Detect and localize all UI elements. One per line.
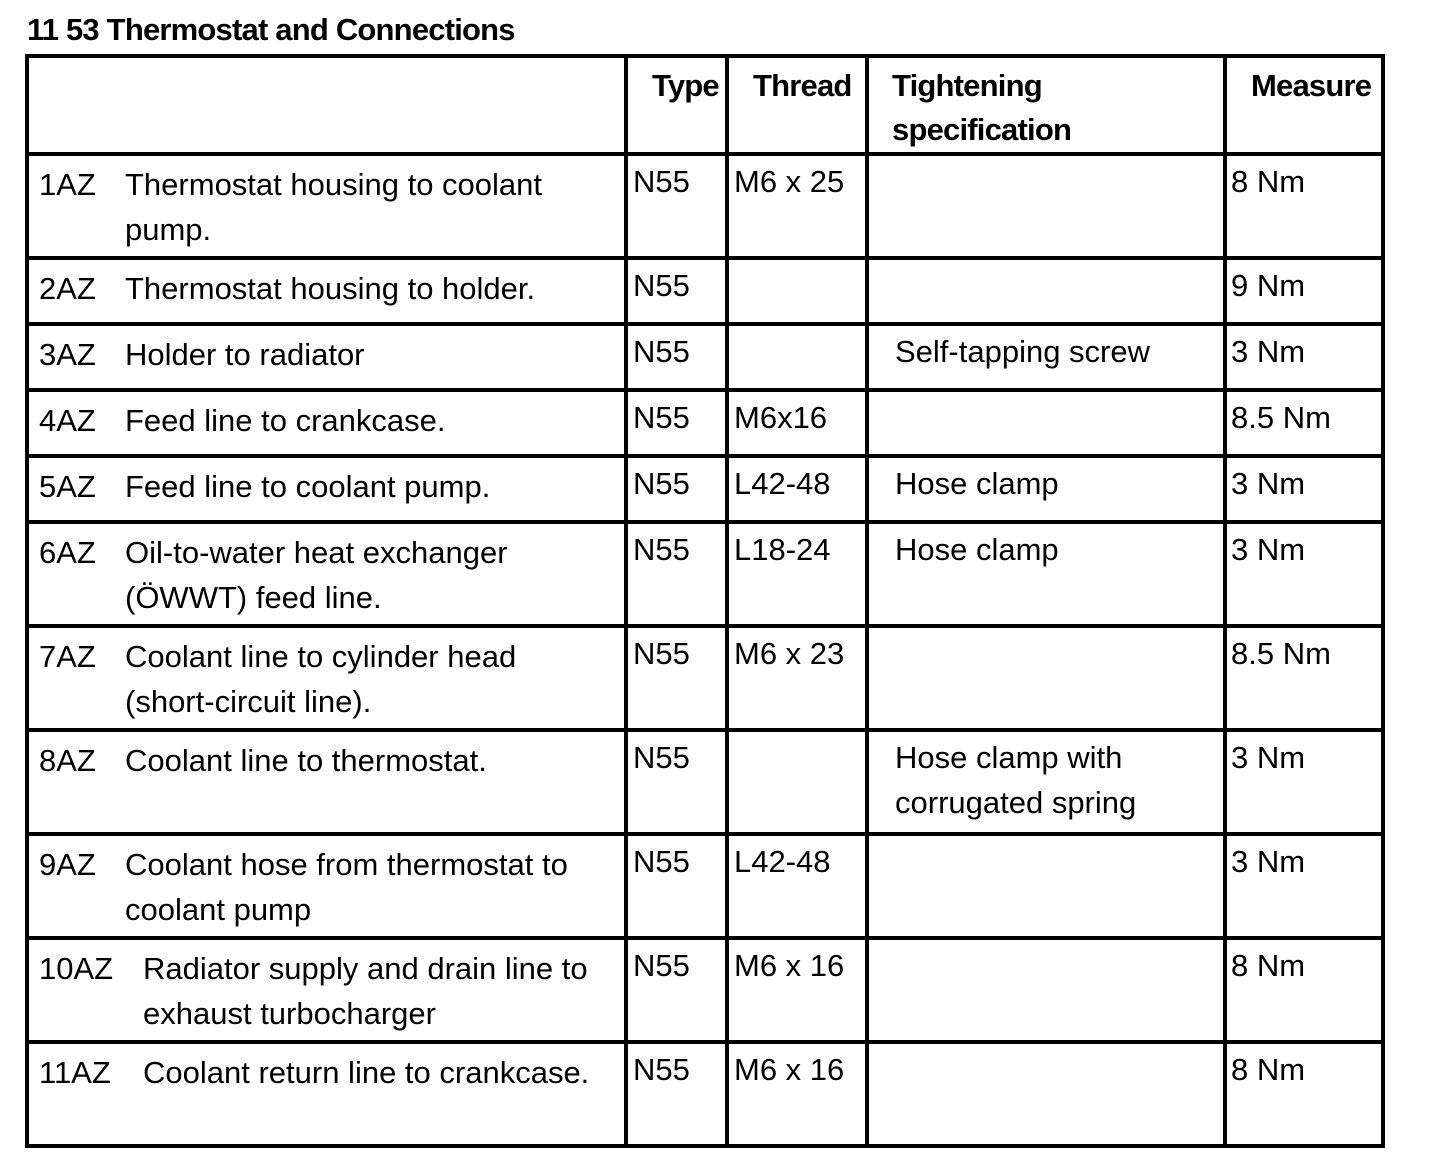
measure-cell: 9 Nm — [1225, 258, 1383, 324]
type-cell: N55 — [626, 154, 727, 258]
tightening-cell — [867, 258, 1225, 324]
item-description: Thermostat housing to holder. — [125, 271, 536, 306]
type-cell: N55 — [626, 456, 727, 522]
table-row — [27, 834, 1383, 938]
table-row — [27, 730, 1383, 834]
thread-cell: L18-24 — [727, 522, 867, 626]
item-description: Coolant return line to crankcase. — [143, 1055, 590, 1090]
type-cell: N55 — [626, 1042, 727, 1146]
measure-cell: 3 Nm — [1225, 456, 1383, 522]
type-cell: N55 — [626, 324, 727, 390]
header-measure: Measure — [1225, 56, 1383, 154]
item-number: 8AZ — [39, 743, 96, 778]
item-number: 2AZ — [39, 271, 96, 306]
item-number: 4AZ — [39, 403, 96, 438]
item-description: Feed line to coolant pump. — [125, 469, 491, 504]
tightening-cell — [867, 390, 1225, 456]
measure-cell: 3 Nm — [1225, 730, 1383, 834]
item-number: 7AZ — [39, 639, 96, 674]
measure-cell: 3 Nm — [1225, 834, 1383, 938]
table-row — [27, 456, 1383, 522]
thread-cell: M6 x 16 — [727, 938, 867, 1042]
table-row — [27, 522, 1383, 626]
tightening-cell: Hose clamp with corrugated spring — [867, 730, 1225, 834]
item-description: Holder to radiator — [125, 337, 365, 372]
table-row — [27, 626, 1383, 730]
header-row — [27, 56, 1383, 154]
type-cell: N55 — [626, 390, 727, 456]
header-type: Type — [626, 56, 727, 154]
thread-cell: M6 x 25 — [727, 154, 867, 258]
table-row — [27, 154, 1383, 258]
page-title: 11 53 Thermostat and Connections — [27, 12, 515, 47]
header-item — [27, 56, 626, 154]
item-number: 5AZ — [39, 469, 96, 504]
type-cell: N55 — [626, 626, 727, 730]
item-number: 9AZ — [39, 847, 96, 882]
measure-cell: 8.5 Nm — [1225, 390, 1383, 456]
measure-cell: 3 Nm — [1225, 324, 1383, 390]
type-cell: N55 — [626, 730, 727, 834]
table-row — [27, 938, 1383, 1042]
thread-cell: M6x16 — [727, 390, 867, 456]
tightening-cell — [867, 938, 1225, 1042]
item-description: Coolant line to thermostat. — [125, 743, 487, 778]
thread-cell — [727, 324, 867, 390]
measure-cell: 3 Nm — [1225, 522, 1383, 626]
item-number: 3AZ — [39, 337, 96, 372]
thread-cell: L42-48 — [727, 834, 867, 938]
thread-cell: M6 x 23 — [727, 626, 867, 730]
item-description: Coolant hose from thermostat to coolant pump — [125, 847, 568, 927]
thread-cell: M6 x 16 — [727, 1042, 867, 1146]
table-row — [27, 324, 1383, 390]
item-description: Coolant line to cylinder head (short-circuit line). — [125, 639, 517, 719]
item-description: Oil-to-water heat exchanger (ÖWWT) feed line. — [125, 535, 508, 615]
item-number: 1AZ — [39, 167, 96, 202]
table-row — [27, 258, 1383, 324]
item-description: Feed line to crankcase. — [125, 403, 446, 438]
table-row — [27, 390, 1383, 456]
thread-cell — [727, 730, 867, 834]
tightening-cell — [867, 626, 1225, 730]
type-cell: N55 — [626, 258, 727, 324]
thread-cell: L42-48 — [727, 456, 867, 522]
tightening-cell — [867, 834, 1225, 938]
measure-cell: 8 Nm — [1225, 1042, 1383, 1146]
header-tightening: Tightening specification — [867, 56, 1225, 154]
item-description: Thermostat housing to coolant pump. — [125, 167, 543, 247]
tightening-cell — [867, 1042, 1225, 1146]
measure-cell: 8.5 Nm — [1225, 626, 1383, 730]
table-row — [27, 1042, 1383, 1146]
tightening-cell: Self-tapping screw — [867, 324, 1225, 390]
tightening-cell: Hose clamp — [867, 456, 1225, 522]
type-cell: N55 — [626, 938, 727, 1042]
thread-cell — [727, 258, 867, 324]
type-cell: N55 — [626, 522, 727, 626]
tightening-cell — [867, 154, 1225, 258]
tightening-cell: Hose clamp — [867, 522, 1225, 626]
item-number: 6AZ — [39, 535, 96, 570]
measure-cell: 8 Nm — [1225, 938, 1383, 1042]
item-description: Radiator supply and drain line to exhaust turbocharger — [143, 951, 588, 1031]
spec-table — [25, 54, 1385, 1148]
header-thread: Thread — [727, 56, 867, 154]
item-number: 11AZ — [39, 1055, 111, 1090]
item-number: 10AZ — [39, 951, 114, 986]
measure-cell: 8 Nm — [1225, 154, 1383, 258]
type-cell: N55 — [626, 834, 727, 938]
